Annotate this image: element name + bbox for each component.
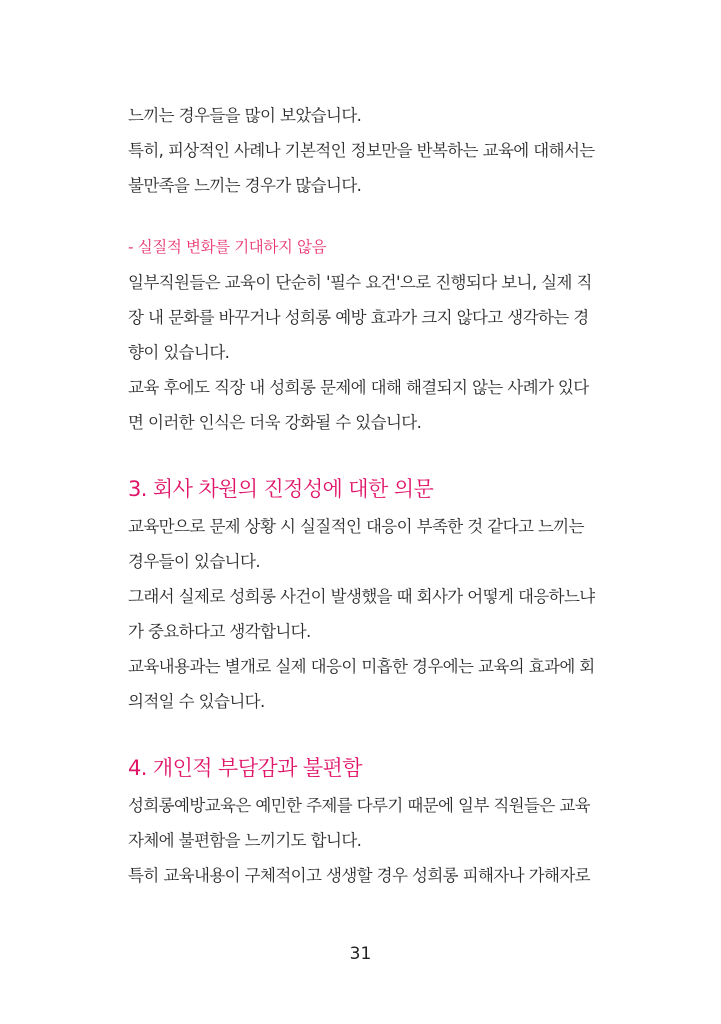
page-number: 31 bbox=[349, 944, 372, 964]
text-line: 향이 있습니다. bbox=[128, 343, 230, 362]
text-line: 가 중요하다고 생각합니다. bbox=[128, 622, 311, 641]
text-line: 교육 후에도 직장 내 성희롱 문제에 대해 해결되지 않는 사례가 있다 bbox=[128, 378, 589, 397]
text-line: 의적일 수 있습니다. bbox=[128, 692, 265, 711]
text-line: 특히, 피상적인 사례나 기본적인 정보만을 반복하는 교육에 대해서는 bbox=[128, 141, 595, 160]
spacer bbox=[128, 440, 623, 471]
text-line: 그래서 실제로 성희롱 사건이 발생했을 때 회사가 어떻게 대응하느냐 bbox=[128, 587, 595, 606]
text-line: 경우들이 있습니다. bbox=[128, 552, 261, 571]
text-line: 교육만으로 문제 상황 시 실질적인 대응이 부족한 것 같다고 느끼는 bbox=[128, 517, 584, 536]
subsection-title: - 실질적 변화를 기대하지 않음 bbox=[128, 238, 327, 256]
page-content bbox=[128, 98, 623, 893]
text-line: 특히 교육내용이 구체적이고 생생할 경우 성희롱 피해자나 가해자로 bbox=[128, 866, 591, 885]
text-line: 자체에 불편함을 느끼기도 합니다. bbox=[128, 831, 362, 850]
text-line: 교육내용과는 별개로 실제 대응이 미흡한 경우에는 교육의 효과에 회 bbox=[128, 657, 595, 676]
subsection-body bbox=[128, 265, 623, 440]
text-line: 성희롱예방교육은 예민한 주제를 다루기 때문에 일부 직원들은 교육 bbox=[128, 796, 591, 815]
spacer bbox=[128, 203, 623, 230]
text-line: 불만족을 느끼는 경우가 많습니다. bbox=[128, 176, 362, 195]
text-line: 일부직원들은 교육이 단순히 '필수 요건'으로 진행되다 보니, 실제 직 bbox=[128, 273, 592, 292]
spacer bbox=[128, 719, 623, 750]
intro-paragraph bbox=[128, 98, 623, 203]
text-line: 장 내 문화를 바꾸거나 성희롱 예방 효과가 크지 않다고 생각하는 경 bbox=[128, 308, 589, 327]
text-line: 면 이러한 인식은 더욱 강화될 수 있습니다. bbox=[128, 413, 422, 432]
section-4-heading: 4. 개인적 부담감과 불편함 bbox=[128, 756, 362, 780]
text-line: 느끼는 경우들을 많이 보았습니다. bbox=[128, 106, 362, 125]
section-3-body bbox=[128, 509, 623, 719]
section-4-body bbox=[128, 788, 623, 893]
section-3-heading: 3. 회사 차원의 진정성에 대한 의문 bbox=[128, 477, 434, 501]
